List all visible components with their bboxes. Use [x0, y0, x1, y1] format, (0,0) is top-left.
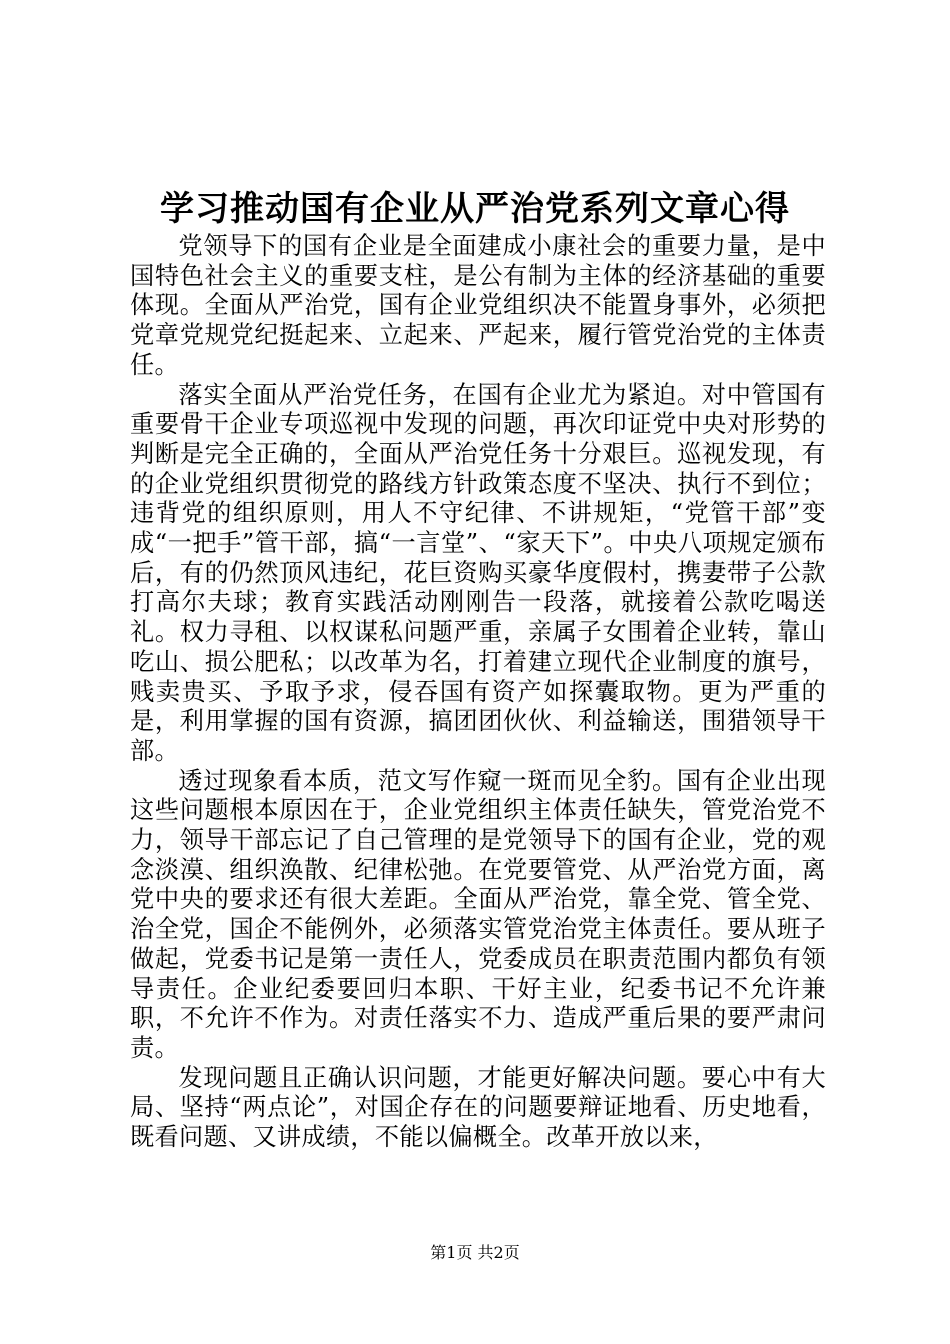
paragraph-3: 透过现象看本质，范文写作窥一斑而见全豹。国有企业出现这些问题根本原因在于，企业党组织主体责任缺失，管党治党不力，领导干部忘记了自己管理的是党领导下的国有企业，党的观念淡漠、组织涣散、纪律松弛。在党要管党、从严治党方面，离党中央的要求还有很大差距。全面从严治党，靠全党、管全党、治全党，国企不能例外，必须落实管党治党主体责任。要从班子做起，党委书记是第一责任人，党委成员在职责范围内都负有领导责任。企业纪委要回归本职、干好主业，纪委书记不允许兼职，不允许不作为。对责任落实不力、造成严重后果的要严肃问责。 [130, 766, 826, 1062]
document-body [130, 232, 826, 1153]
paragraph-1: 党领导下的国有企业是全面建成小康社会的重要力量，是中国特色社会主义的重要支柱，是公有制为主体的经济基础的重要体现。全面从严治党，国有企业党组织决不能置身事外，必须把党章党规党纪挺起来、立起来、严起来，履行管党治党的主体责任。 [130, 232, 826, 379]
page-number-footer: 第1页 共2页 [430, 1243, 520, 1262]
paragraph-2: 落实全面从严治党任务，在国有企业尤为紧迫。对中管国有重要骨干企业专项巡视中发现的问题，再次印证党中央对形势的判断是完全正确的，全面从严治党任务十分艰巨。巡视发现，有的企业党组织贯彻党的路线方针政策态度不坚决、执行不到位；违背党的组织原则，用人不守纪律、不讲规矩，“党管干部”变成“一把手”管干部，搞“一言堂”、“家天下”。中央八项规定颁布后，有的仍然顶风违纪，花巨资购买豪华度假村，携妻带子公款打高尔夫球；教育实践活动刚刚告一段落，就接着公款吃喝送礼。权力寻租、以权谋私问题严重，亲属子女围着企业转，靠山吃山、损公肥私；以改革为名，打着建立现代企业制度的旗号，贱卖贵买、予取予求，侵吞国有资产如探囊取物。更为严重的是，利用掌握的国有资源，搞团团伙伙、利益输送，围猎领导干部。 [130, 380, 826, 765]
paragraph-4: 发现问题且正确认识问题，才能更好解决问题。要心中有大局、坚持“两点论”，对国企存在的问题要辩证地看、历史地看，既看问题、又讲成绩，不能以偏概全。改革开放以来， [130, 1063, 826, 1152]
document-title: 学习推动国有企业从严治党系列文章心得 [160, 189, 790, 229]
